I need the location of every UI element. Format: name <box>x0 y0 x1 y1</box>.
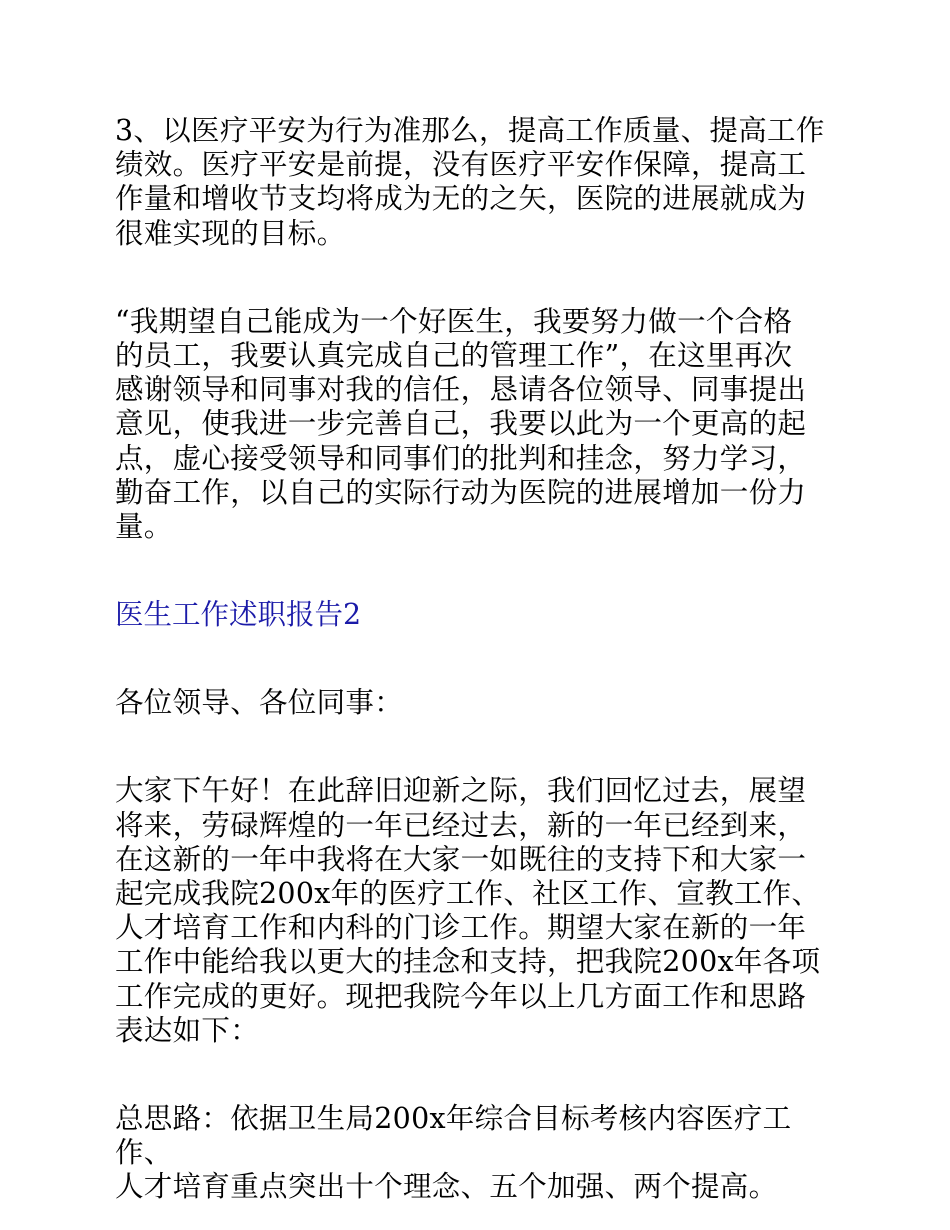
paragraph-medical-safety: 3、以医疗平安为行为准那么，提高工作质量、提高工作 绩效。医疗平安是前提，没有医疗平安作保障，提高工 作量和增收节支均将成为无的之矢，医院的进展就成为 很难实现的目标。 <box>115 114 825 250</box>
paragraph-gap <box>115 632 840 686</box>
paragraph-salutation: 各位领导、各位同事： <box>115 686 404 720</box>
document-page <box>115 114 840 1205</box>
paragraph-hope-good-doctor: “我期望自己能成为一个好医生，我要努力做一个合格 的员工，我要认真完成自己的管理工作”，在这里再次 感谢领导和同事对我的信任，恳请各位领导、同事提出 意见，使我进一步完善自己，我要以此为一个更高的起 点，虚心接受领导和同事们的批判和挂念，努力学习， 勤奋工作，以自己的实际行动为医院的进展增加一份力 量。 <box>115 304 807 544</box>
section-heading: 医生工作述职报告2 <box>115 598 362 632</box>
paragraph-gap <box>115 251 840 305</box>
paragraph-overall-approach: 总思路：依据卫生局200x年综合目标考核内容医疗工作、 人才培育重点突出十个理念、五个加强、两个提高。 <box>115 1102 792 1204</box>
paragraph-gap <box>115 1048 840 1102</box>
paragraph-greeting: 大家下午好！在此辞旧迎新之际，我们回忆过去，展望 将来，劳碌辉煌的一年已经过去，新的一年已经到来， 在这新的一年中我将在大家一如既往的支持下和大家一 起完成我院200x年的医疗工作、社区工作、宣教工作、 人才培育工作和内科的门诊工作。期望大家在新的一年 工作中能给我以更大的挂念和支持，把我院200x年各项 工作完成的更好。现把我院今年以上几方面工作和思路 表达如下： <box>115 774 821 1047</box>
paragraph-gap <box>115 720 840 774</box>
paragraph-gap <box>115 544 840 598</box>
